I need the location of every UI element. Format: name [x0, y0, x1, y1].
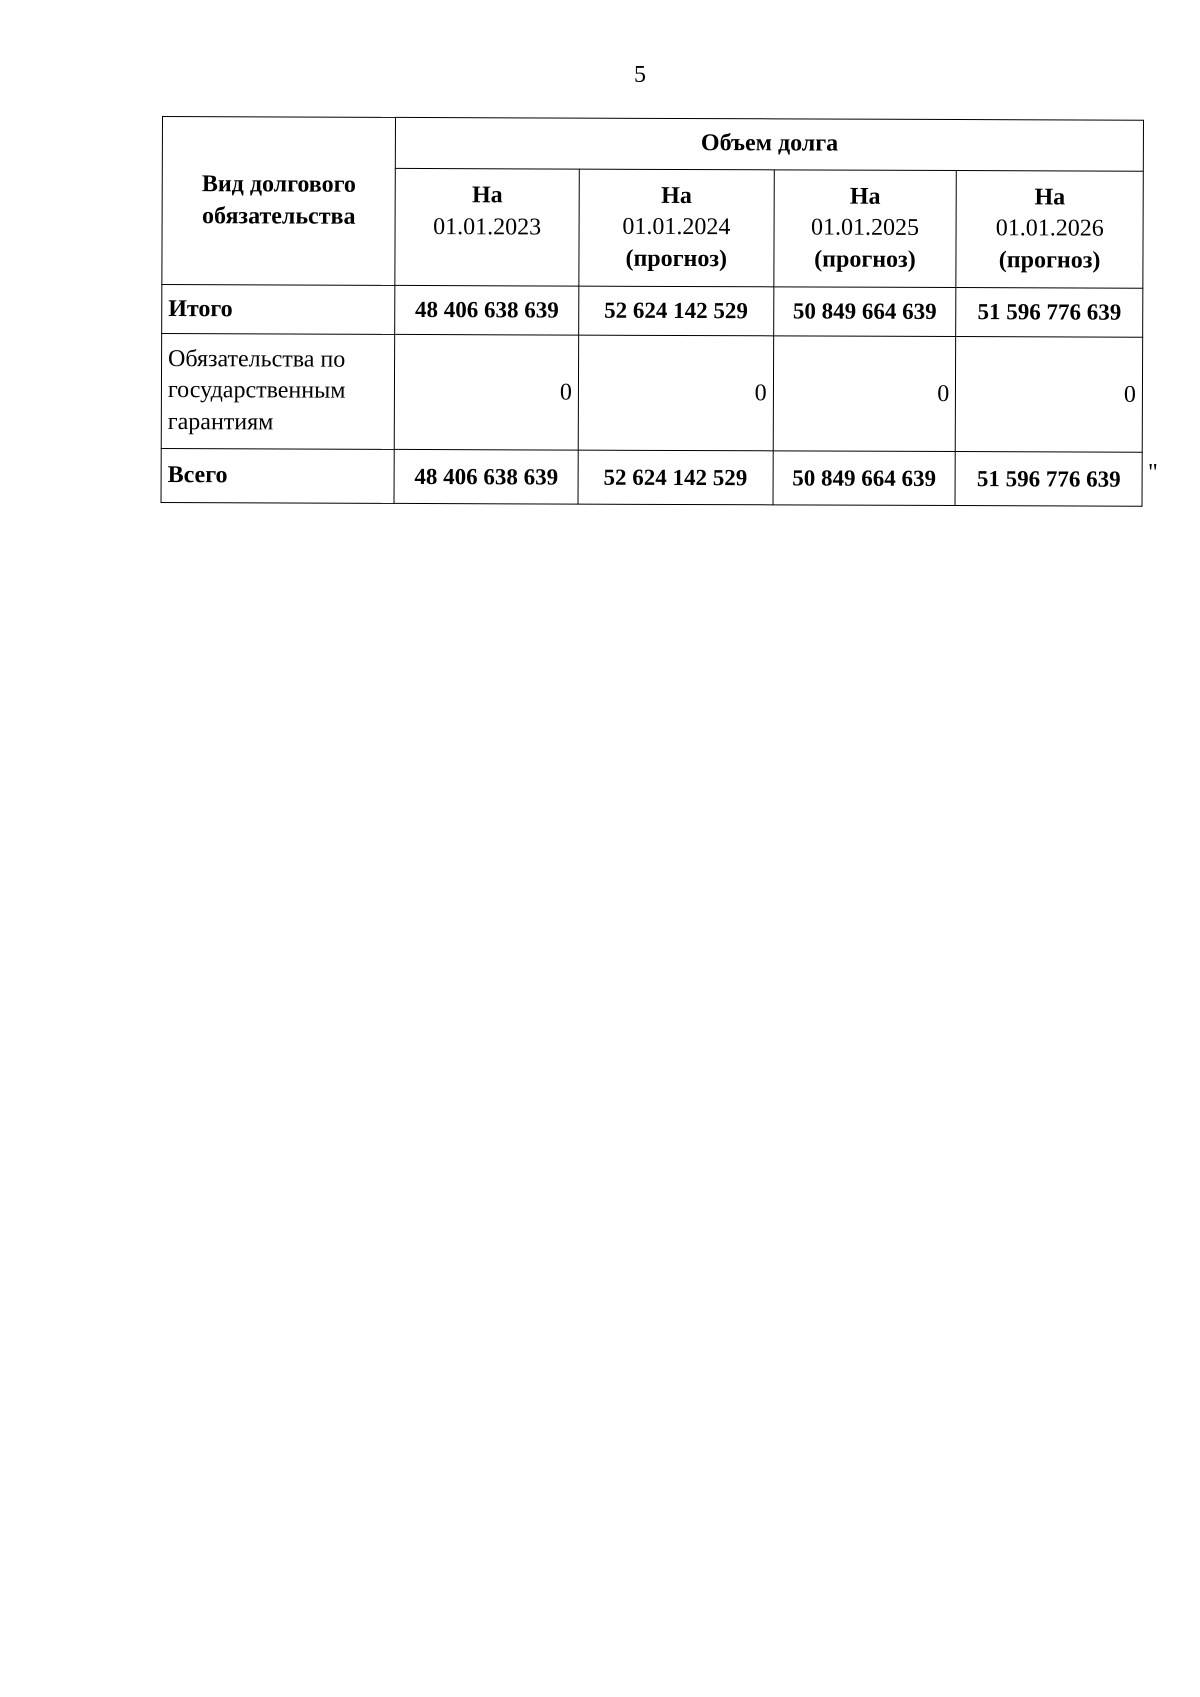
header-date-note: [402, 243, 573, 275]
header-date-value: 01.01.2026: [995, 215, 1104, 243]
value-cell: 0: [578, 335, 773, 451]
header-date-prefix: На: [661, 183, 692, 210]
header-date-value: 01.01.2023: [433, 213, 542, 240]
header-date-note: (прогноз): [625, 245, 728, 272]
table-row-total: [162, 285, 1143, 338]
header-date-note: (прогноз): [814, 246, 916, 273]
closing-quote-mark: ": [1148, 460, 1158, 486]
value-cell: 0: [395, 334, 579, 450]
header-date-prefix: На: [849, 183, 881, 210]
value-cell: 51 596 776 639: [955, 452, 1142, 507]
header-date-2025: [774, 170, 957, 288]
value-cell: 48 406 638 639: [395, 285, 579, 335]
value-cell: 0: [956, 337, 1143, 453]
row-label: Обязательства по государственным гарантиям: [161, 334, 395, 450]
value-cell: 50 849 664 639: [773, 451, 956, 506]
table-header-row: [162, 117, 1143, 172]
header-date-value: 01.01.2024: [622, 214, 731, 241]
header-date-prefix: На: [471, 182, 503, 209]
row-label: Всего: [161, 448, 395, 503]
header-date-prefix: На: [1034, 184, 1066, 211]
page-number: 5: [634, 62, 646, 88]
row-label: Итого: [162, 285, 396, 335]
header-debt-volume: Объем долга: [396, 117, 1144, 171]
header-debt-type: Вид долгового обязательства: [162, 117, 396, 286]
value-cell: 0: [773, 336, 956, 452]
value-cell: 52 624 142 529: [578, 450, 773, 505]
header-date-value: 01.01.2025: [811, 214, 920, 242]
header-date-2024: [579, 169, 774, 287]
value-cell: 48 406 638 639: [394, 449, 578, 504]
value-cell: 50 849 664 639: [773, 287, 956, 337]
header-date-2026: [956, 171, 1143, 289]
value-cell: 52 624 142 529: [579, 286, 774, 336]
value-cell: 51 596 776 639: [956, 288, 1143, 338]
header-date-note: (прогноз): [998, 246, 1101, 274]
header-date-2023: [395, 168, 579, 286]
debt-volume-table: [161, 116, 1144, 507]
table-row-grand-total: [161, 448, 1142, 506]
table-row-guarantees: [161, 334, 1142, 453]
